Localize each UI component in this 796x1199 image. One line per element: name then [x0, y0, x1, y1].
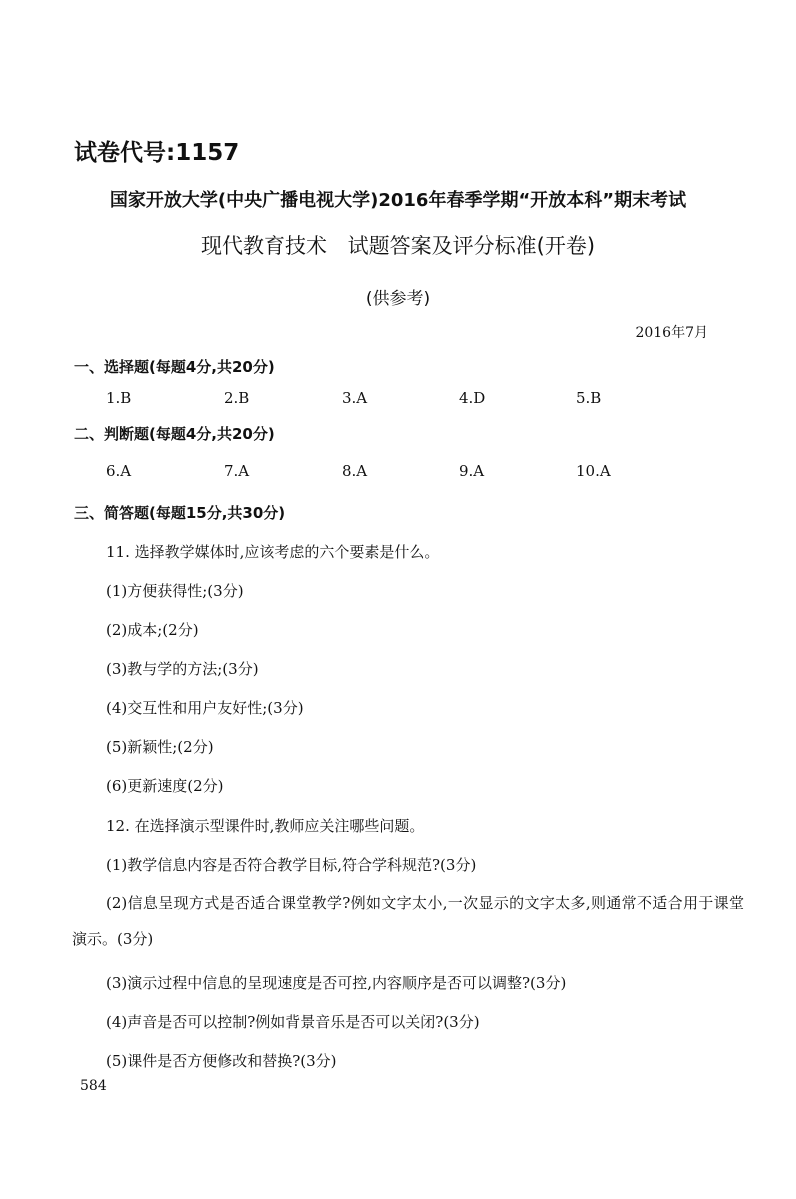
q11-point: (2)成本;(2分) [106, 621, 199, 639]
answer-item: 8.A [342, 462, 368, 480]
answer-item: 2.B [224, 389, 250, 407]
answer-item: 3.A [342, 389, 368, 407]
q12-point: (3)演示过程中信息的呈现速度是否可控,内容顺序是否可以调整?(3分) [106, 974, 567, 992]
q12-point-wrapped: (2)信息呈现方式是否适合课堂教学?例如文字太小,一次显示的文字太多,则通常不适合用于课堂演示。(3分) [72, 894, 744, 948]
answer-item: 6.A [106, 462, 132, 480]
q11-point: (3)教与学的方法;(3分) [106, 660, 259, 678]
q12-point: (4)声音是否可以控制?例如背景音乐是否可以关闭?(3分) [106, 1013, 480, 1031]
section-heading-choice: 一、选择题(每题4分,共20分) [74, 358, 275, 376]
answer-item: 7.A [224, 462, 250, 480]
answer-item: 5.B [576, 389, 602, 407]
question-12: 12. 在选择演示型课件时,教师应关注哪些问题。 [106, 817, 425, 835]
q11-point: (1)方便获得性;(3分) [106, 582, 244, 600]
answer-item: 10.A [576, 462, 611, 480]
q12-point: (5)课件是否方便修改和替换?(3分) [106, 1052, 337, 1070]
q11-point: (6)更新速度(2分) [106, 777, 224, 795]
paper-code: 试卷代号:1157 [74, 140, 240, 166]
exam-title: 国家开放大学(中央广播电视大学)2016年春季学期“开放本科”期末考试 [109, 190, 687, 211]
answer-item: 9.A [459, 462, 485, 480]
exam-date: 2016年7月 [635, 325, 708, 341]
q11-point: (5)新颖性;(2分) [106, 738, 214, 756]
subject-title: 现代教育技术 试题答案及评分标准(开卷) [200, 234, 596, 258]
section-heading-judgement: 二、判断题(每题4分,共20分) [74, 425, 275, 443]
reference-note: (供参考) [365, 289, 431, 309]
question-11: 11. 选择教学媒体时,应该考虑的六个要素是什么。 [106, 543, 440, 561]
answer-item: 4.D [459, 389, 486, 407]
page-number: 584 [80, 1078, 107, 1094]
answer-item: 1.B [106, 389, 132, 407]
section-heading-short-answer: 三、简答题(每题15分,共30分) [74, 504, 286, 522]
q12-point: (1)教学信息内容是否符合教学目标,符合学科规范?(3分) [106, 856, 477, 874]
q11-point: (4)交互性和用户友好性;(3分) [106, 699, 304, 717]
